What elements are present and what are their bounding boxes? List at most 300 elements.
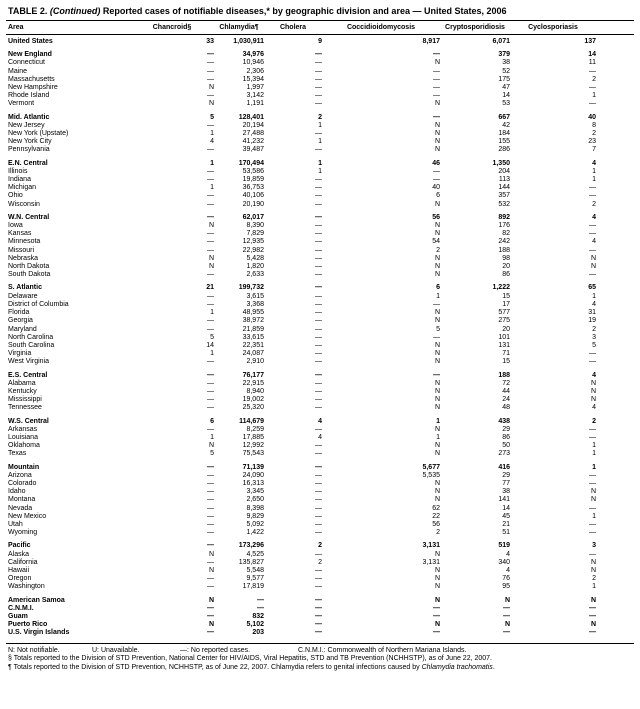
- value-cell: 667: [498, 113, 510, 121]
- value-cell: 1: [318, 159, 322, 167]
- value-cell: N: [208, 596, 214, 604]
- table-row: [6, 146, 634, 154]
- value-cell: —: [315, 379, 322, 387]
- value-cell: N: [590, 396, 596, 404]
- value-cell: —: [207, 558, 214, 566]
- value-cell: —: [315, 341, 322, 349]
- value-cell: 144: [498, 184, 510, 192]
- footnotes: [6, 643, 634, 673]
- value-cell: 4: [592, 159, 596, 167]
- value-cell: 65: [588, 284, 596, 292]
- value-cell: 21: [206, 284, 214, 292]
- value-cell: —: [589, 246, 596, 254]
- value-cell: 62: [432, 504, 440, 512]
- value-cell: 175: [498, 75, 510, 83]
- value-cell: 22,915: [242, 379, 264, 387]
- value-cell: 3,345: [246, 488, 264, 496]
- area-cell: C.N.M.I.: [8, 604, 34, 612]
- area-cell: Washington: [8, 583, 45, 591]
- value-cell: 42: [502, 121, 510, 129]
- value-cell: —: [589, 222, 596, 230]
- area-cell: Montana: [8, 496, 36, 504]
- value-cell: N: [208, 621, 214, 629]
- area-cell: Maryland: [8, 325, 37, 333]
- value-cell: —: [503, 613, 510, 620]
- value-cell: —: [315, 512, 322, 520]
- area-cell: Missouri: [8, 246, 35, 254]
- value-cell: 6: [436, 284, 440, 292]
- footnote-chlamydia-text: ¶ Totals reported to the Division of STD Prevention, NCHHSTP, as of June 22, 2007. Chlamydia refers to genital infections caused by: [8, 663, 422, 671]
- row-group: [6, 418, 634, 459]
- value-cell: N: [434, 222, 440, 230]
- value-cell: 184: [498, 130, 510, 138]
- area-cell: American Samoa: [8, 596, 65, 604]
- value-cell: —: [207, 404, 214, 412]
- value-cell: 4: [592, 404, 596, 412]
- area-cell: Oklahoma: [8, 442, 40, 450]
- value-cell: N: [434, 442, 440, 450]
- value-cell: 40: [588, 113, 596, 121]
- value-cell: 4: [592, 213, 596, 221]
- area-cell: New Mexico: [8, 512, 47, 520]
- value-cell: —: [589, 192, 596, 200]
- value-cell: 273: [498, 450, 510, 458]
- area-cell: Wyoming: [8, 529, 38, 537]
- value-cell: —: [207, 192, 214, 200]
- area-cell: Connecticut: [8, 59, 45, 67]
- value-cell: —: [315, 450, 322, 458]
- table-row: [6, 380, 634, 388]
- row-group: [6, 114, 634, 155]
- value-cell: —: [257, 596, 264, 604]
- value-cell: 33,615: [242, 333, 264, 341]
- value-cell: —: [315, 613, 322, 620]
- value-cell: 1,030,911: [233, 38, 264, 45]
- value-cell: —: [589, 100, 596, 108]
- value-cell: 2: [436, 529, 440, 537]
- column-header-chlamydia: Chlamydia¶: [219, 24, 259, 31]
- area-cell: Delaware: [8, 292, 38, 300]
- value-cell: 22: [432, 512, 440, 520]
- value-cell: 9: [318, 38, 322, 45]
- value-cell: 340: [498, 558, 510, 566]
- value-cell: 7,829: [246, 230, 264, 238]
- area-cell: Colorado: [8, 479, 37, 487]
- value-cell: —: [315, 309, 322, 317]
- value-cell: —: [315, 488, 322, 496]
- value-cell: 82: [502, 230, 510, 238]
- area-cell: South Carolina: [8, 341, 55, 349]
- value-cell: —: [315, 575, 322, 583]
- value-cell: —: [207, 583, 214, 591]
- value-cell: 1: [592, 463, 596, 471]
- value-cell: N: [434, 621, 440, 629]
- value-cell: 8,259: [246, 425, 264, 433]
- table-row: [6, 38, 634, 46]
- value-cell: 20,190: [242, 200, 264, 208]
- value-cell: 21,859: [242, 325, 264, 333]
- area-cell: Mississippi: [8, 396, 42, 404]
- value-cell: N: [208, 100, 214, 108]
- value-cell: 1: [318, 138, 322, 146]
- value-cell: —: [315, 284, 322, 292]
- value-cell: 286: [498, 146, 510, 154]
- value-cell: N: [590, 496, 596, 504]
- value-cell: N: [434, 550, 440, 558]
- table-row: [6, 222, 634, 230]
- table-row: [6, 271, 634, 279]
- footnote-chlamydia: [8, 664, 634, 673]
- value-cell: —: [315, 263, 322, 271]
- value-cell: —: [589, 550, 596, 558]
- value-cell: 14: [206, 341, 214, 349]
- area-cell: New York (Upstate): [8, 130, 69, 138]
- row-group: [6, 284, 634, 366]
- value-cell: —: [589, 529, 596, 537]
- value-cell: N: [590, 621, 596, 629]
- value-cell: 2: [436, 246, 440, 254]
- table-row: [6, 621, 634, 629]
- table-row: [6, 317, 634, 325]
- table-row: [6, 358, 634, 366]
- value-cell: 242: [498, 238, 510, 246]
- value-cell: —: [589, 358, 596, 366]
- value-cell: —: [207, 488, 214, 496]
- value-cell: 5,092: [246, 520, 264, 528]
- legend-no-reported-cases: —: No reported cases.: [180, 646, 251, 654]
- value-cell: —: [315, 292, 322, 300]
- value-cell: 1: [210, 184, 214, 192]
- table-row: [6, 496, 634, 504]
- value-cell: 532: [498, 200, 510, 208]
- value-cell: —: [315, 358, 322, 366]
- value-cell: 19,002: [242, 396, 264, 404]
- table-row: [6, 293, 634, 301]
- table-row: [6, 404, 634, 412]
- row-group: [6, 38, 634, 46]
- value-cell: —: [207, 371, 214, 379]
- value-cell: 6: [210, 417, 214, 425]
- value-cell: 38: [502, 488, 510, 496]
- value-cell: 71: [502, 350, 510, 358]
- value-cell: 1,820: [246, 263, 264, 271]
- value-cell: 2: [592, 417, 596, 425]
- value-cell: —: [207, 200, 214, 208]
- value-cell: 53: [502, 100, 510, 108]
- area-cell: Idaho: [8, 488, 26, 496]
- column-header-chancroid: Chancroid§: [152, 24, 192, 31]
- value-cell: 4: [592, 300, 596, 308]
- value-cell: —: [207, 246, 214, 254]
- area-cell: W.S. Central: [8, 417, 49, 425]
- area-cell: South Dakota: [8, 271, 51, 279]
- value-cell: N: [434, 230, 440, 238]
- value-cell: N: [434, 387, 440, 395]
- value-cell: —: [589, 350, 596, 358]
- value-cell: 3,368: [246, 300, 264, 308]
- value-cell: —: [315, 371, 322, 379]
- value-cell: 4: [506, 550, 510, 558]
- value-cell: N: [590, 254, 596, 262]
- value-cell: 3,615: [246, 292, 264, 300]
- table-continued-label: (Continued): [49, 6, 101, 16]
- area-cell: Iowa: [8, 222, 23, 230]
- table-row: [6, 418, 634, 426]
- area-cell: Vermont: [8, 100, 35, 108]
- table-row: [6, 472, 634, 480]
- area-cell: Oregon: [8, 575, 32, 583]
- value-cell: 6,071: [492, 38, 510, 45]
- value-cell: —: [207, 575, 214, 583]
- table-row: [6, 114, 634, 122]
- area-cell: Minnesota: [8, 238, 41, 246]
- value-cell: N: [434, 100, 440, 108]
- value-cell: —: [433, 51, 440, 59]
- value-cell: 3: [592, 542, 596, 550]
- value-cell: 5,428: [246, 254, 264, 262]
- value-cell: 29: [502, 471, 510, 479]
- area-cell: Alabama: [8, 379, 36, 387]
- value-cell: —: [589, 613, 596, 620]
- value-cell: —: [433, 84, 440, 92]
- column-header-area: Area: [8, 24, 24, 31]
- value-cell: 31: [588, 309, 596, 317]
- area-cell: Puerto Rico: [8, 621, 48, 629]
- value-cell: —: [433, 75, 440, 83]
- value-cell: —: [589, 425, 596, 433]
- table-row: [6, 201, 634, 209]
- value-cell: —: [315, 200, 322, 208]
- table-row: [6, 434, 634, 442]
- value-cell: 1: [210, 130, 214, 138]
- table-row: [6, 450, 634, 458]
- value-cell: 416: [498, 463, 510, 471]
- area-cell: Maine: [8, 67, 28, 75]
- value-cell: 3,142: [246, 92, 264, 100]
- value-cell: 128,401: [238, 113, 264, 121]
- area-cell: North Carolina: [8, 333, 54, 341]
- value-cell: 62,017: [242, 213, 264, 221]
- value-cell: 4,525: [246, 550, 264, 558]
- value-cell: N: [590, 558, 596, 566]
- value-cell: —: [315, 520, 322, 528]
- value-cell: 24: [502, 396, 510, 404]
- value-cell: 95: [502, 583, 510, 591]
- value-cell: 2,306: [246, 67, 264, 75]
- value-cell: N: [434, 130, 440, 138]
- table-row: [6, 284, 634, 292]
- area-cell: Guam: [8, 613, 28, 620]
- table-row: [6, 505, 634, 513]
- value-cell: —: [315, 325, 322, 333]
- value-cell: 4: [506, 566, 510, 574]
- value-cell: 1: [436, 292, 440, 300]
- value-cell: N: [434, 309, 440, 317]
- value-cell: 199,732: [238, 284, 264, 292]
- value-cell: 5: [210, 113, 214, 121]
- value-cell: 17,885: [242, 433, 264, 441]
- value-cell: 20,194: [242, 121, 264, 129]
- value-cell: 5,535: [422, 471, 440, 479]
- value-cell: 1: [318, 121, 322, 129]
- table-row: [6, 59, 634, 67]
- value-cell: 20: [502, 263, 510, 271]
- value-cell: 19: [588, 317, 596, 325]
- footnote-chlamydia-period: .: [492, 663, 495, 671]
- value-cell: —: [315, 75, 322, 83]
- value-cell: 75,543: [242, 450, 264, 458]
- row-group: [6, 214, 634, 280]
- value-cell: 4: [318, 433, 322, 441]
- legend-not-notifiable: N: Not notifiable.: [8, 646, 60, 654]
- value-cell: —: [589, 184, 596, 192]
- table-row: [6, 388, 634, 396]
- value-cell: 54: [432, 238, 440, 246]
- value-cell: —: [315, 222, 322, 230]
- table-row: [6, 68, 634, 76]
- value-cell: —: [589, 471, 596, 479]
- legend-unavailable: U: Unavailable.: [92, 646, 140, 654]
- value-cell: 17,819: [242, 583, 264, 591]
- value-cell: —: [315, 300, 322, 308]
- value-cell: 1: [210, 159, 214, 167]
- value-cell: 4: [210, 138, 214, 146]
- value-cell: 113: [498, 176, 510, 184]
- table-row: [6, 168, 634, 176]
- column-header-cryptosporidiosis: Cryptosporidiosis: [445, 24, 505, 31]
- area-cell: Nebraska: [8, 254, 38, 262]
- value-cell: —: [207, 271, 214, 279]
- value-cell: 19,859: [242, 176, 264, 184]
- value-cell: N: [434, 358, 440, 366]
- area-cell: New York City: [8, 138, 52, 146]
- value-cell: —: [315, 463, 322, 471]
- value-cell: N: [434, 317, 440, 325]
- value-cell: —: [315, 550, 322, 558]
- row-group: [6, 51, 634, 108]
- value-cell: 14: [502, 92, 510, 100]
- value-cell: 22,351: [242, 341, 264, 349]
- value-cell: —: [207, 213, 214, 221]
- value-cell: —: [315, 246, 322, 254]
- value-cell: N: [434, 583, 440, 591]
- area-cell: S. Atlantic: [8, 284, 42, 292]
- value-cell: —: [315, 130, 322, 138]
- area-cell: New Jersey: [8, 121, 45, 129]
- value-cell: —: [207, 425, 214, 433]
- value-cell: N: [434, 200, 440, 208]
- value-cell: 22,982: [242, 246, 264, 254]
- value-cell: —: [315, 387, 322, 395]
- table-row: [6, 160, 634, 168]
- value-cell: 47: [502, 84, 510, 92]
- value-cell: —: [207, 59, 214, 67]
- value-cell: 5: [210, 450, 214, 458]
- area-cell: Nevada: [8, 504, 33, 512]
- value-cell: 8: [592, 121, 596, 129]
- table-row: [6, 372, 634, 380]
- footnote-chlamydia-species: Chlamydia trachomatis: [421, 663, 493, 671]
- value-cell: —: [315, 604, 322, 612]
- value-cell: 892: [498, 213, 510, 221]
- table-row: [6, 583, 634, 591]
- table-row: [6, 138, 634, 146]
- value-cell: 40,106: [242, 192, 264, 200]
- value-cell: 1,350: [492, 159, 510, 167]
- value-cell: 1: [436, 433, 440, 441]
- value-cell: 379: [498, 51, 510, 59]
- table-title: [6, 4, 634, 20]
- value-cell: N: [590, 379, 596, 387]
- value-cell: 3: [592, 333, 596, 341]
- area-cell: District of Columbia: [8, 300, 69, 308]
- value-cell: 23: [588, 138, 596, 146]
- value-cell: 14: [588, 51, 596, 59]
- value-cell: 8,940: [246, 387, 264, 395]
- value-cell: —: [315, 192, 322, 200]
- value-cell: —: [433, 92, 440, 100]
- row-group: [6, 160, 634, 209]
- value-cell: 86: [502, 433, 510, 441]
- value-cell: N: [590, 387, 596, 395]
- table-row: [6, 130, 634, 138]
- value-cell: 2,650: [246, 496, 264, 504]
- value-cell: N: [208, 550, 214, 558]
- table-row: [6, 238, 634, 246]
- value-cell: —: [315, 425, 322, 433]
- value-cell: 2: [318, 558, 322, 566]
- value-cell: —: [315, 317, 322, 325]
- value-cell: 176: [498, 222, 510, 230]
- value-cell: —: [433, 371, 440, 379]
- column-header-cyclosporiasis: Cyclosporiasis: [528, 24, 578, 31]
- table-row: [6, 214, 634, 222]
- table-row: [6, 255, 634, 263]
- value-cell: —: [207, 629, 214, 637]
- value-cell: 16,313: [242, 479, 264, 487]
- value-cell: 33: [206, 38, 214, 45]
- value-cell: —: [207, 542, 214, 550]
- value-cell: 17: [502, 300, 510, 308]
- area-cell: U.S. Virgin Islands: [8, 629, 70, 637]
- value-cell: 1: [592, 512, 596, 520]
- value-cell: 11: [588, 59, 596, 67]
- value-cell: 50: [502, 442, 510, 450]
- value-cell: —: [207, 396, 214, 404]
- table-row: [6, 464, 634, 472]
- value-cell: N: [434, 450, 440, 458]
- value-cell: —: [433, 629, 440, 637]
- value-cell: 38: [502, 59, 510, 67]
- value-cell: 98: [502, 254, 510, 262]
- value-cell: —: [315, 596, 322, 604]
- area-cell: E.S. Central: [8, 371, 48, 379]
- value-cell: —: [315, 479, 322, 487]
- table-row: [6, 442, 634, 450]
- value-cell: N: [434, 425, 440, 433]
- value-cell: 1: [436, 417, 440, 425]
- value-cell: 38,972: [242, 317, 264, 325]
- value-cell: 519: [498, 542, 510, 550]
- value-cell: 41,232: [242, 138, 264, 146]
- value-cell: N: [434, 350, 440, 358]
- value-cell: 8,917: [422, 38, 440, 45]
- area-cell: Mid. Atlantic: [8, 113, 50, 121]
- area-cell: Indiana: [8, 176, 31, 184]
- value-cell: —: [207, 325, 214, 333]
- value-cell: —: [433, 67, 440, 75]
- area-cell: Texas: [8, 450, 27, 458]
